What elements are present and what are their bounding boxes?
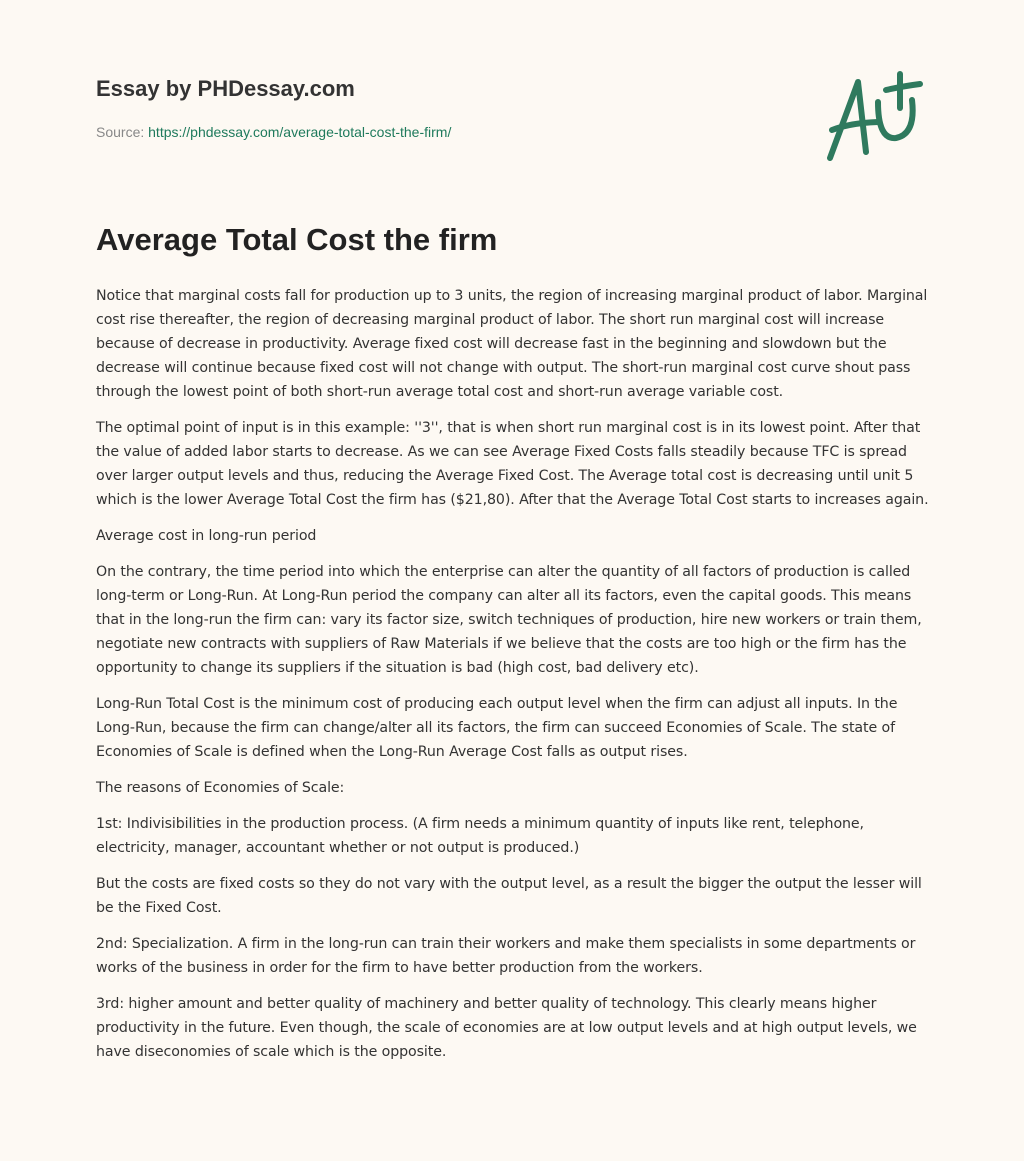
paragraph: 2nd: Specialization. A firm in the long-run can train their workers and make them specialists in some departments or works of the business in order for the firm to have better production from the workers. bbox=[96, 936, 916, 976]
paragraph: Notice that marginal costs fall for production up to 3 units, the region of increasing marginal product of labor. Marginal cost rise thereafter, the region of decreasing marginal product of labor. The short run marginal cost will increase because of decrease in productivity. Average fixed cost will decrease fast in the beginning and slowdown but the decrease will continue because fixed cost will not change with output. The short-run marginal cost curve shout pass through the lowest point of both short-run average total cost and short-run average variable cost. bbox=[96, 288, 928, 400]
paragraph: The optimal point of input is in this example: ''3'', that is when short run marginal cost is in its lowest point. After that the value of added labor starts to decrease. As we can see Average Fixed Costs falls steadily because TFC is spread over larger output levels and thus, reducing the Average Fixed Cost. The Average total cost is decreasing until unit 5 which is the lower Average Total Cost the firm has ($21,80). After that the Average Total Cost starts to increases again. bbox=[96, 420, 929, 508]
a-plus-logo-icon bbox=[820, 68, 930, 168]
source-link[interactable]: https://phdessay.com/average-total-cost-the-firm/ bbox=[148, 124, 452, 140]
paragraph: Long-Run Total Cost is the minimum cost of producing each output level when the firm can adjust all inputs. In the Long-Run, because the firm can change/alter all its factors, the firm can succeed Economies of Scale. The state of Economies of Scale is defined when the Long-Run Average Cost falls as output rises. bbox=[96, 696, 898, 760]
source-line bbox=[96, 124, 451, 140]
paragraph: But the costs are fixed costs so they do not vary with the output level, as a result the bigger the output the lesser will be the Fixed Cost. bbox=[96, 876, 922, 916]
paragraph: Average cost in long-run period bbox=[96, 528, 317, 544]
paragraph: 1st: Indivisibilities in the production process. (A firm needs a minimum quantity of inputs like rent, telephone, electricity, manager, accountant whether or not output is produced.) bbox=[96, 816, 864, 856]
source-label: Source: bbox=[96, 124, 145, 140]
paragraph: 3rd: higher amount and better quality of machinery and better quality of technology. This clearly means higher productivity in the future. Even though, the scale of economies are at low output levels and at high output levels, we have diseconomies of scale which is the opposite. bbox=[96, 996, 917, 1060]
site-title: Essay by PHDessay.com bbox=[96, 76, 355, 101]
article-title: Average Total Cost the firm bbox=[96, 222, 498, 257]
paragraph: On the contrary, the time period into which the enterprise can alter the quantity of all factors of production is called long-term or Long-Run. At Long-Run period the company can alter all its factors, even the capital goods. This means that in the long-run the firm can: vary its factor size, switch techniques of production, hire new workers or train them, negotiate new contracts with suppliers of Raw Materials if we believe that the costs are too high or the firm has the opportunity to change its suppliers if the situation is bad (high cost, bad delivery etc). bbox=[96, 564, 922, 676]
essay-header bbox=[96, 76, 451, 140]
article-body bbox=[96, 284, 936, 1076]
paragraph: The reasons of Economies of Scale: bbox=[96, 780, 345, 796]
